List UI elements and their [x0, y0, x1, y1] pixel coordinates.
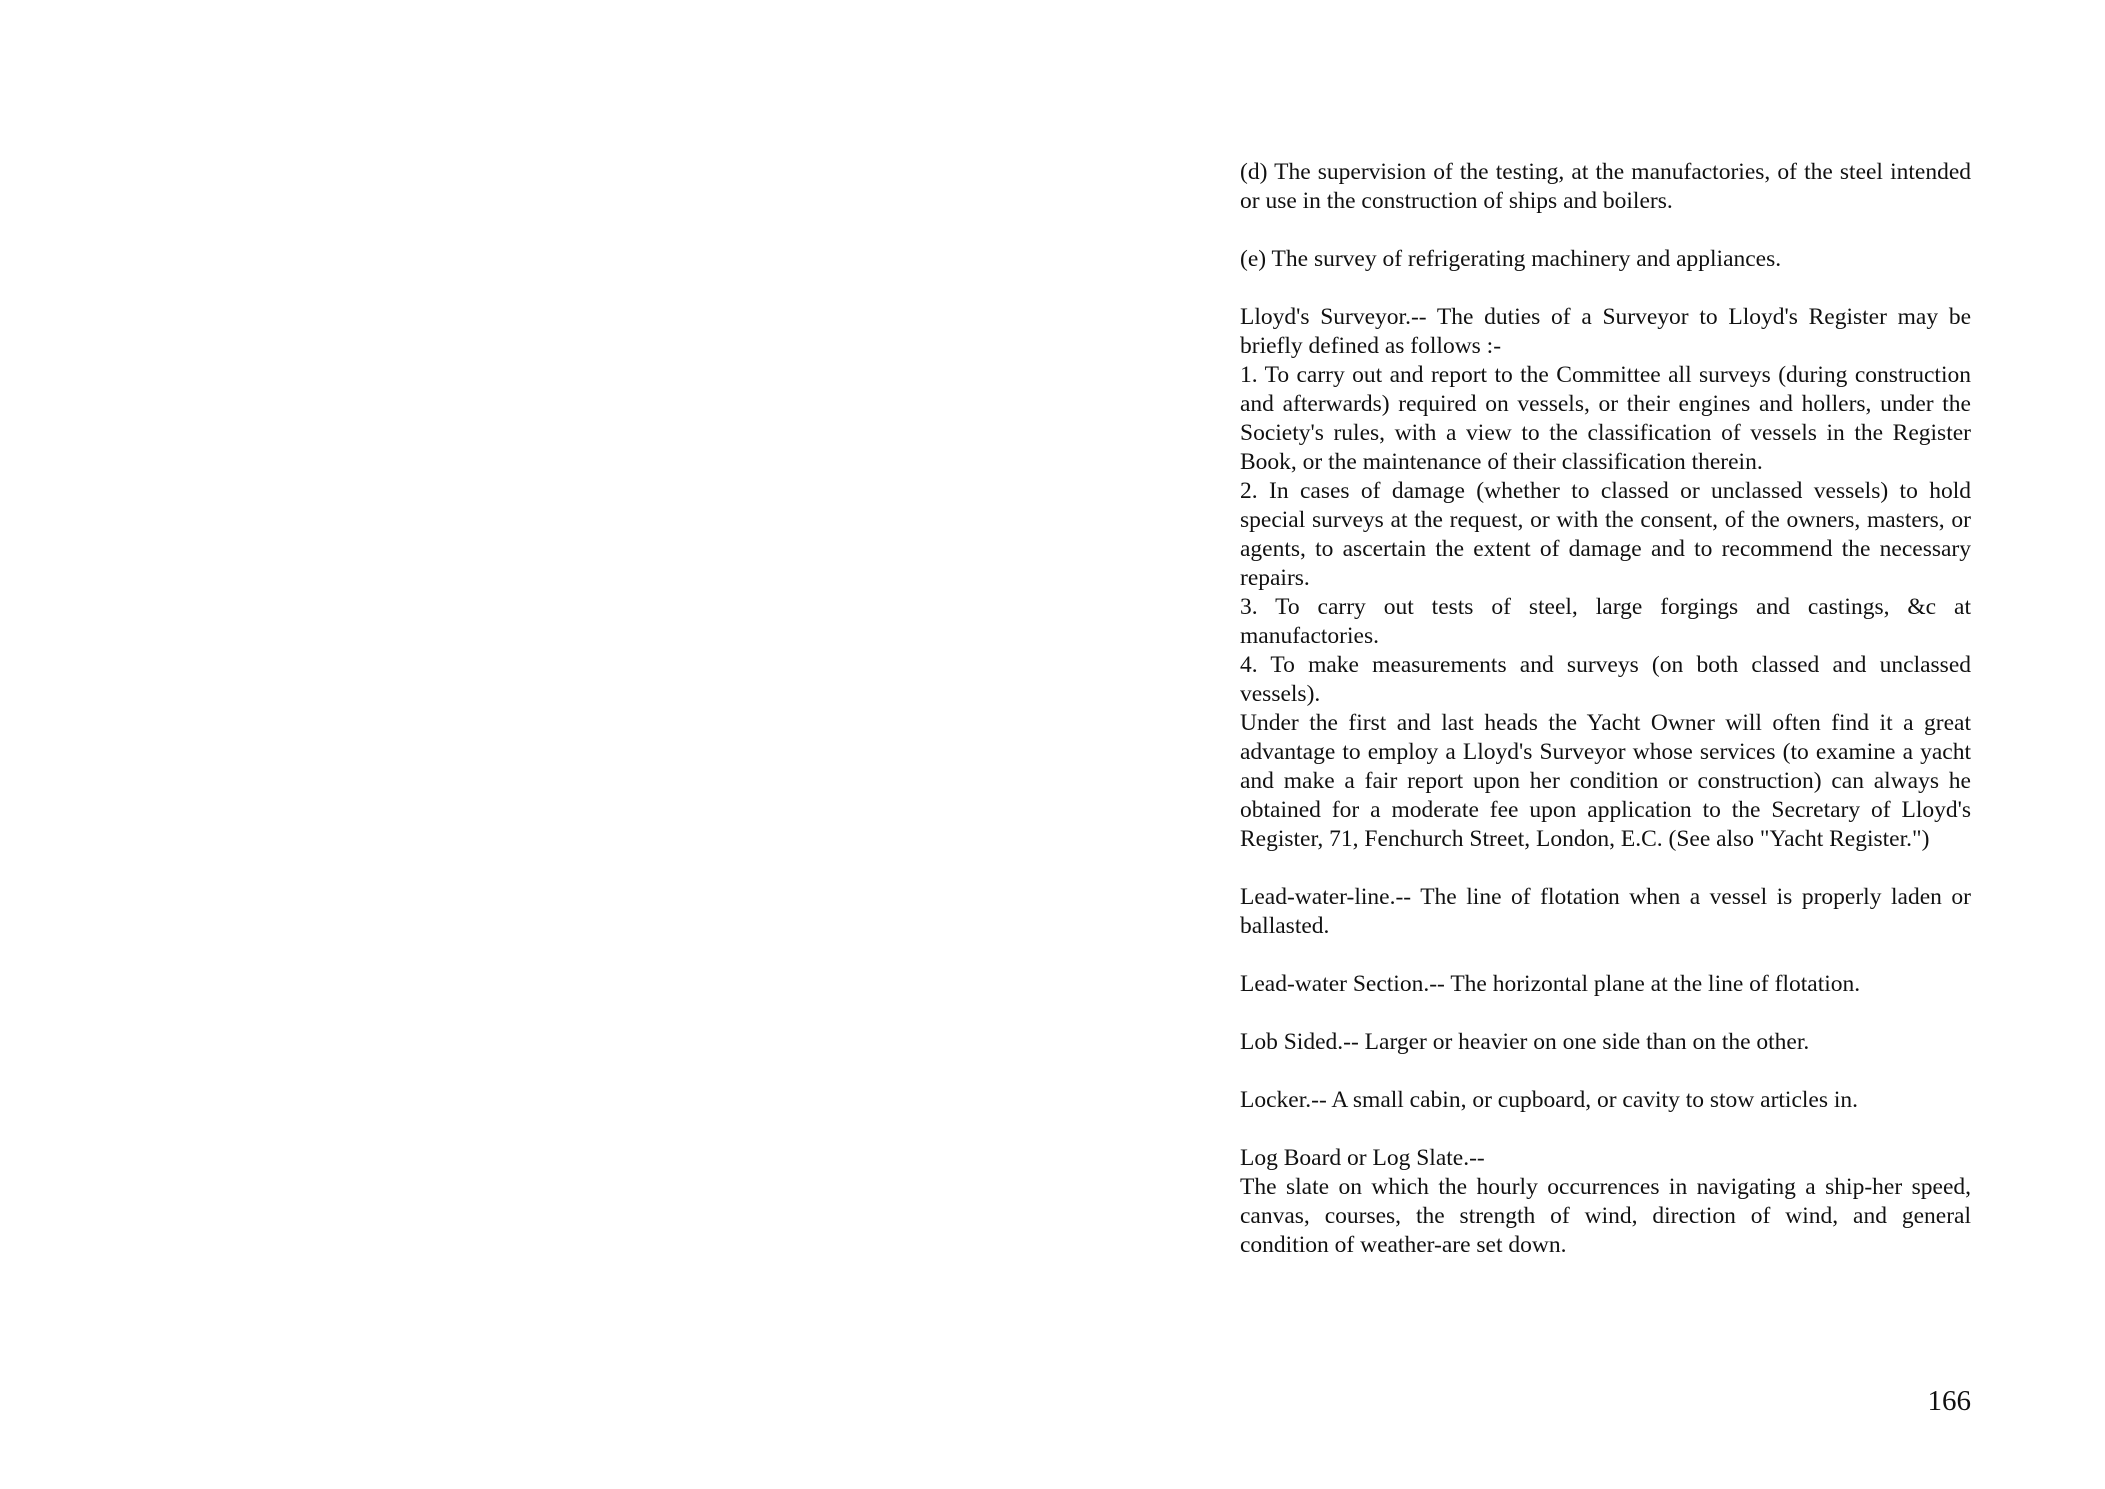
text-column	[1240, 158, 1971, 1260]
paragraph-gap	[1240, 941, 1971, 970]
list-item-3: 3. To carry out tests of steel, large forgings and castings, &c at manufactories.	[1240, 594, 1971, 649]
paragraph-gap	[1240, 1115, 1971, 1144]
entry-lead-water-section: Lead-water Section.-- The horizontal plane at the line of flotation.	[1240, 971, 1861, 997]
paragraph-d-supervision: (d) The supervision of the testing, at the manufactories, of the steel intended or use in the construction of ships and boilers.	[1240, 159, 1971, 214]
entry-locker: Locker.-- A small cabin, or cupboard, or cavity to stow articles in.	[1240, 1087, 1859, 1113]
entry-log-board-definition: The slate on which the hourly occurrences in navigating a ship-her speed, canvas, courses, the strength of wind, direction of wind, and general condition of weather-are set down.	[1240, 1174, 1971, 1258]
entry-lead-water-line: Lead-water-line.-- The line of flotation when a vessel is properly laden or ballasted.	[1240, 884, 1971, 939]
list-item-4: 4. To make measurements and surveys (on both classed and unclassed vessels).	[1240, 652, 1971, 707]
paragraph-gap	[1240, 999, 1971, 1028]
entry-log-board-heading: Log Board or Log Slate.--	[1240, 1145, 1485, 1171]
page-number: 166	[1927, 1385, 1971, 1417]
list-item-1: 1. To carry out and report to the Committee all surveys (during construction and afterwards) required on vessels, or their engines and hollers, under the Society's rules, with a view to the classification of vessels in the Register Book, or the maintenance of their classification therein.	[1240, 362, 1971, 475]
paragraph-yacht-owner: Under the first and last heads the Yacht Owner will often find it a great advantage to employ a Lloyd's Surveyor whose services (to examine a yacht and make a fair report upon her condition or construction) can always he obtained for a moderate fee upon application to the Secretary of Lloyd's Register, 71, Fenchurch Street, London, E.C. (See also "Yacht Register.")	[1240, 710, 1971, 852]
paragraph-gap	[1240, 216, 1971, 245]
entry-lob-sided: Lob Sided.-- Larger or heavier on one side than on the other.	[1240, 1029, 1810, 1055]
paragraph-e-refrigerating: (e) The survey of refrigerating machinery and appliances.	[1240, 246, 1782, 272]
paragraph-gap	[1240, 1057, 1971, 1086]
paragraph-gap	[1240, 274, 1971, 303]
entry-lloyds-surveyor: Lloyd's Surveyor.-- The duties of a Surveyor to Lloyd's Register may be briefly defined as follows :-	[1240, 304, 1971, 359]
paragraph-gap	[1240, 854, 1971, 883]
list-item-2: 2. In cases of damage (whether to classed or unclassed vessels) to hold special surveys at the request, or with the consent, of the owners, masters, or agents, to ascertain the extent of damage and to recommend the necessary repairs.	[1240, 478, 1971, 591]
